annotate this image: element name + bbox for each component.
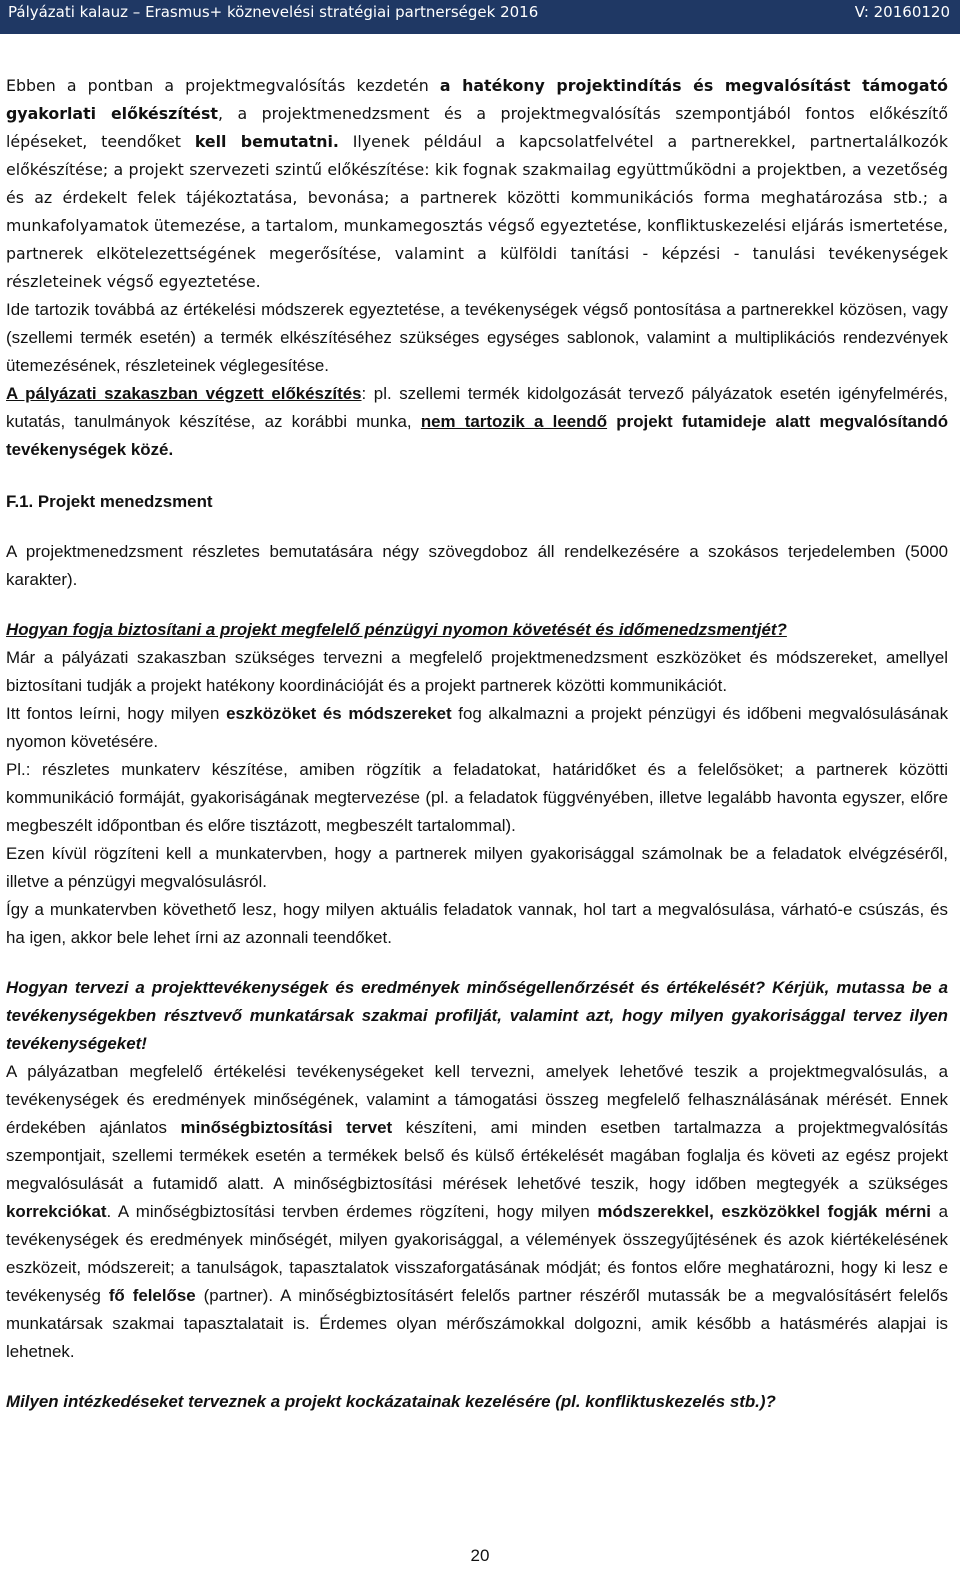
bold-underlined-run: nem tartozik a leendő [420, 412, 608, 431]
paragraph-textboxes: A projektmenedzsment részletes bemutatására négy szövegdoboz áll rendelkezésére a szokásos terjedelemben (5000 karakter). [6, 542, 948, 589]
paragraph-quality-plan [6, 1058, 948, 1366]
bold-run: kell bemutatni. [194, 132, 339, 151]
text-run: a tevékenységek és eredmények minőségét, milyen gyakorisággal, a vélemények összegyűjtésének és azok kiértékelésének eszközeit, módszereit; a tanulságok, tapasztalatok visszaforgatásának módját; és fontos előre meghatározni, hogy ki lesz e tevékenység [6, 1202, 948, 1305]
paragraph-methods [6, 700, 948, 756]
text-run: Ebben a pontban a projektmegvalósítás kezdetén [6, 76, 440, 95]
question-risk-management: Milyen intézkedéseket terveznek a projekt kockázatainak kezelésére (pl. konfliktuskezelés stb.)? [6, 1392, 776, 1411]
section-title: F.1. Projekt menedzsment [6, 492, 213, 511]
paragraph-tracking: Így a munkatervben követhető lesz, hogy milyen aktuális feladatok vannak, hol tart a megvalósulása, várható-e csúszás, és ha igen, akkor bele lehet írni az azonnali teendőket. [6, 900, 948, 947]
text-run: készíteni, ami minden esetben tartalmazza a projektmegvalósítás szempontjait, szellemi termékek esetén a termékek belső és külső értékelését magában foglalja és követi az egész projekt megvalósulását a futamidő alatt. A minőségbiztosítási mérések lehetővé teszik, hogy időben megtegyék a szükséges [6, 1118, 948, 1193]
paragraph-application-phase [6, 380, 948, 464]
paragraph-reporting: Ezen kívül rögzíteni kell a munkatervben, hogy a partnerek milyen gyakorisággal számolnak be a feladatok elvégzéséről, illetve a pénzügyi megvalósulásról. [6, 844, 948, 891]
text-run: ; a munkafolyamatok ütemezése, a tartalom, munkamegosztás végső egyeztetése, konfliktuskezelési eljárás ismertetése, partnerek elkötelezettségének megerősítése, valamint a külföldi tanítási - képzési - tanulási tevékenységek részleteinek végső egyeztetése. [6, 188, 948, 291]
bold-underlined-run: A pályázati szakaszban végzett előkészítés [6, 384, 362, 403]
intro-paragraph [6, 72, 948, 296]
bold-run: módszerekkel, eszközökkel fogják mérni [597, 1202, 931, 1221]
page-number: 20 [470, 1546, 490, 1565]
bold-run: a hatékony projektindítás és megvalósítást támogató gyakorlati előkészítést [6, 76, 948, 123]
paragraph-pm-tools: Már a pályázati szakaszban szükséges tervezni a megfelelő projektmenedzsment eszközöket és módszereket, amellyel biztosítani tudják a projekt hatékony koordinációját és a projekt partnerek közötti kommunikációt. [6, 648, 948, 695]
page-content [6, 72, 948, 1416]
paragraph-example: Pl.: részletes munkaterv készítése, amiben rögzítik a feladatokat, határidőket és a felelősöket; a partnerek közötti kommunikáció formáját, gyakoriságának megtervezése (pl. a feladatok függvényében, illetve legalább havonta egyszer, előre megbeszélt időpontban és előre tisztázott, megbeszélt tartalommal). [6, 760, 948, 835]
text-run: : pl. szellemi termék kidolgozását tervező pályázatok esetén igényfelmérés, kutatás, tanulmányok készítése, az korábbi munka, [6, 384, 948, 431]
page-header [0, 0, 960, 34]
text-run: fog alkalmazni a projekt pénzügyi és időbeni megvalósulásának nyomon követésére. [6, 704, 949, 751]
bold-run: minőségbiztosítási tervet [180, 1118, 393, 1137]
document-title: Pályázati kalauz – Erasmus+ köznevelési stratégiai partnerségek 2016 [8, 3, 539, 21]
bold-run: korrekciókat [6, 1202, 107, 1221]
question-financial-monitoring: Hogyan fogja biztosítani a projekt megfelelő pénzügyi nyomon követését és időmenedzsmentjét? [6, 620, 787, 639]
text-run: A pályázatban megfelelő értékelési tevékenységeket kell tervezni, amelyek lehetővé teszik a projektmegvalósulás, a tevékenységek és eredmények minőségének, valamint a támogatási összeg megfelelő felhasználásának mérését. Ennek érdekében ajánlatos [6, 1062, 948, 1137]
bold-run: eszközöket és módszereket [226, 704, 452, 723]
text-run: . A minőségbiztosítási tervben érdemes rögzíteni, hogy milyen [106, 1202, 598, 1221]
text-run: , a projektmenedzsment és a projektmegvalósítás szempontjából fontos előkészítő lépéseket, teendőket [6, 104, 948, 151]
bold-run: projekt futamideje alatt megvalósítandó tevékenységek közé. [6, 412, 949, 459]
document-version: V: 20160120 [854, 3, 950, 21]
text-run: Ilyenek például a kapcsolatfelvétel a partnerekkel, partnertalálkozók előkészítése; a projekt szervezeti szintű előkészítése: kik fognak szakmailag együttműködni a projektben, a vezetőség és az érdekelt felek tájékoztatása, bevonása; a partnerek közötti kommunikációs forma meghatározása stb. [6, 132, 948, 207]
question-quality-control: Hogyan tervezi a projekttevékenységek és eredmények minőségellenőrzését és értékelését? Kérjük, mutassa be a tevékenységekben résztvevő munkatársak szakmai profilját, valamint azt, hogy milyen gyakorisággal tervez ilyen tevékenységeket! [6, 978, 948, 1053]
bold-run: fő felelőse [108, 1286, 196, 1305]
space-run [607, 412, 616, 431]
text-run: (partner). A minőségbiztosításért felelős partner részéről mutassák be a megvalósításért felelős munkatársak szakmai tapasztalatait is. Érdemes olyan mérőszámokkal dolgozni, amik később a hatásmérés alapjai is lehetnek. [6, 1286, 949, 1361]
paragraph-preparation: Ide tartozik továbbá az értékelési módszerek egyeztetése, a tevékenységek végső pontosítása a partnerekkel közösen, vagy (szellemi termék esetén) a termék elkészítéséhez szükséges egységes sablonok, valamint a multiplikációs rendezvények ütemezésének, részleteinek véglegesítése. [6, 300, 948, 375]
text-run: Itt fontos leírni, hogy milyen [6, 704, 227, 723]
